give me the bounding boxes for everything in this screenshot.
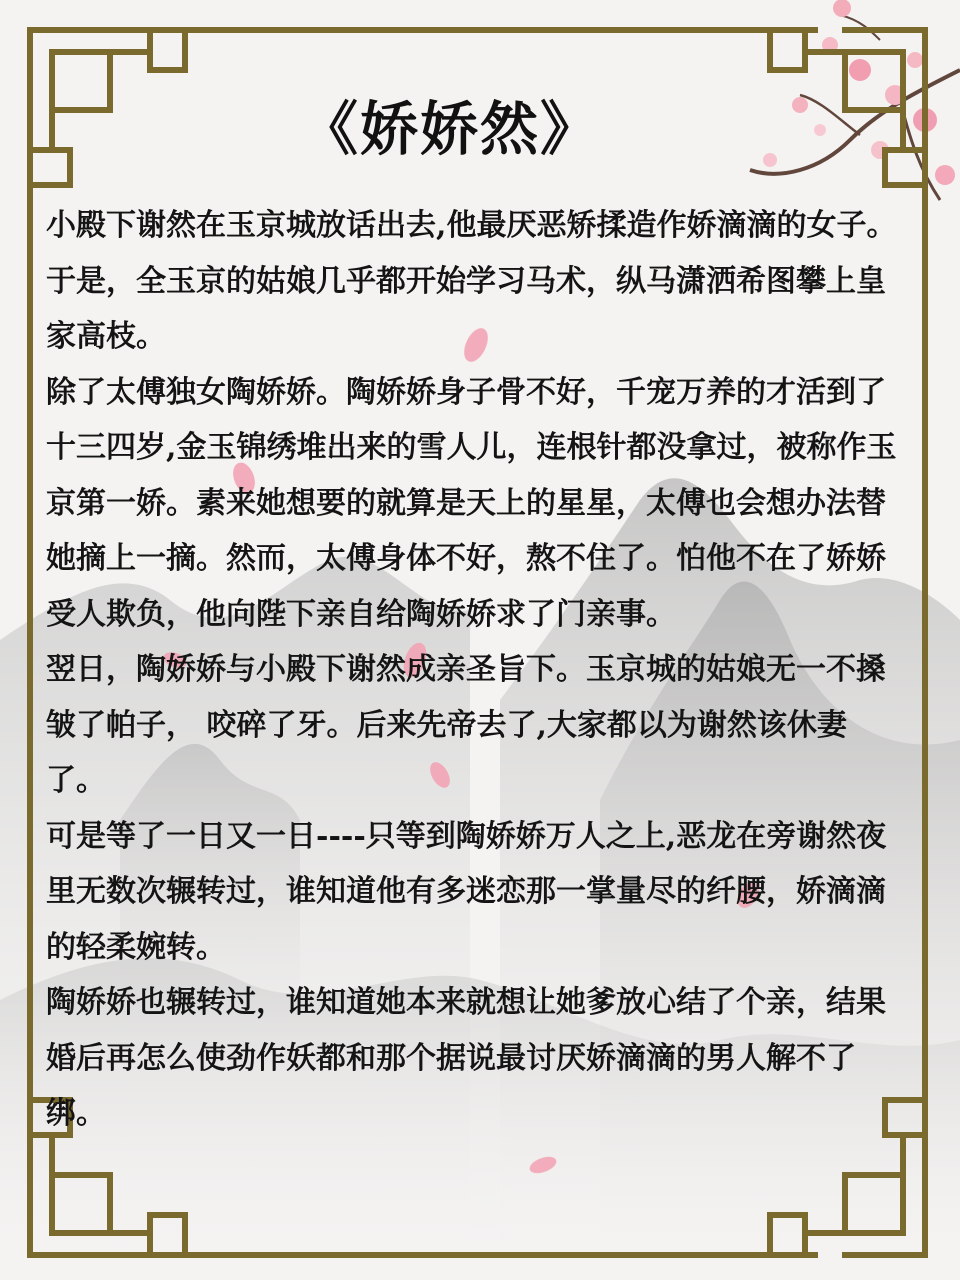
paragraph: 翌日，陶娇娇与小殿下谢然成亲圣旨下。玉京城的姑娘无一不搡皱了帕子， 咬碎了牙。后来先帝去了,大家都以为谢然该休妻了。 <box>46 652 886 798</box>
article-body <box>46 198 906 1142</box>
paragraph: 可是等了一日又一日----只等到陶娇娇万人之上,恶龙在旁谢然夜里无数次辗转过，谁知道他有多迷恋那一掌量尽的纤腰，娇滴滴的轻柔婉转。 <box>46 818 887 965</box>
paragraph: 除了太傅独女陶娇娇。陶娇娇身子骨不好，千宠万养的才活到了十三四岁,金玉锦绣堆出来的雪人儿，连根针都没拿过，被称作玉京第一娇。素来她想要的就算是天上的星星，太傅也会想办法替她摘上一摘。然而，太傅身体不好，熬不住了。怕他不在了娇娇受人欺负，他向陛下亲自给陶娇娇求了门亲事。 <box>46 374 897 632</box>
paragraph: 陶娇娇也辗转过，谁知道她本来就想让她爹放心结了个亲，结果婚后再怎么使劲作妖都和那个据说最讨厌娇滴滴的男人解不了绑。 <box>46 985 886 1131</box>
paragraph: 小殿下谢然在玉京城放话出去,他最厌恶矫揉造作娇滴滴的女子。于是，全玉京的姑娘几乎都开始学习马术，纵马潇洒希图攀上皇家高枝。 <box>46 208 897 354</box>
page-title: 《娇娇然》 <box>299 95 600 163</box>
